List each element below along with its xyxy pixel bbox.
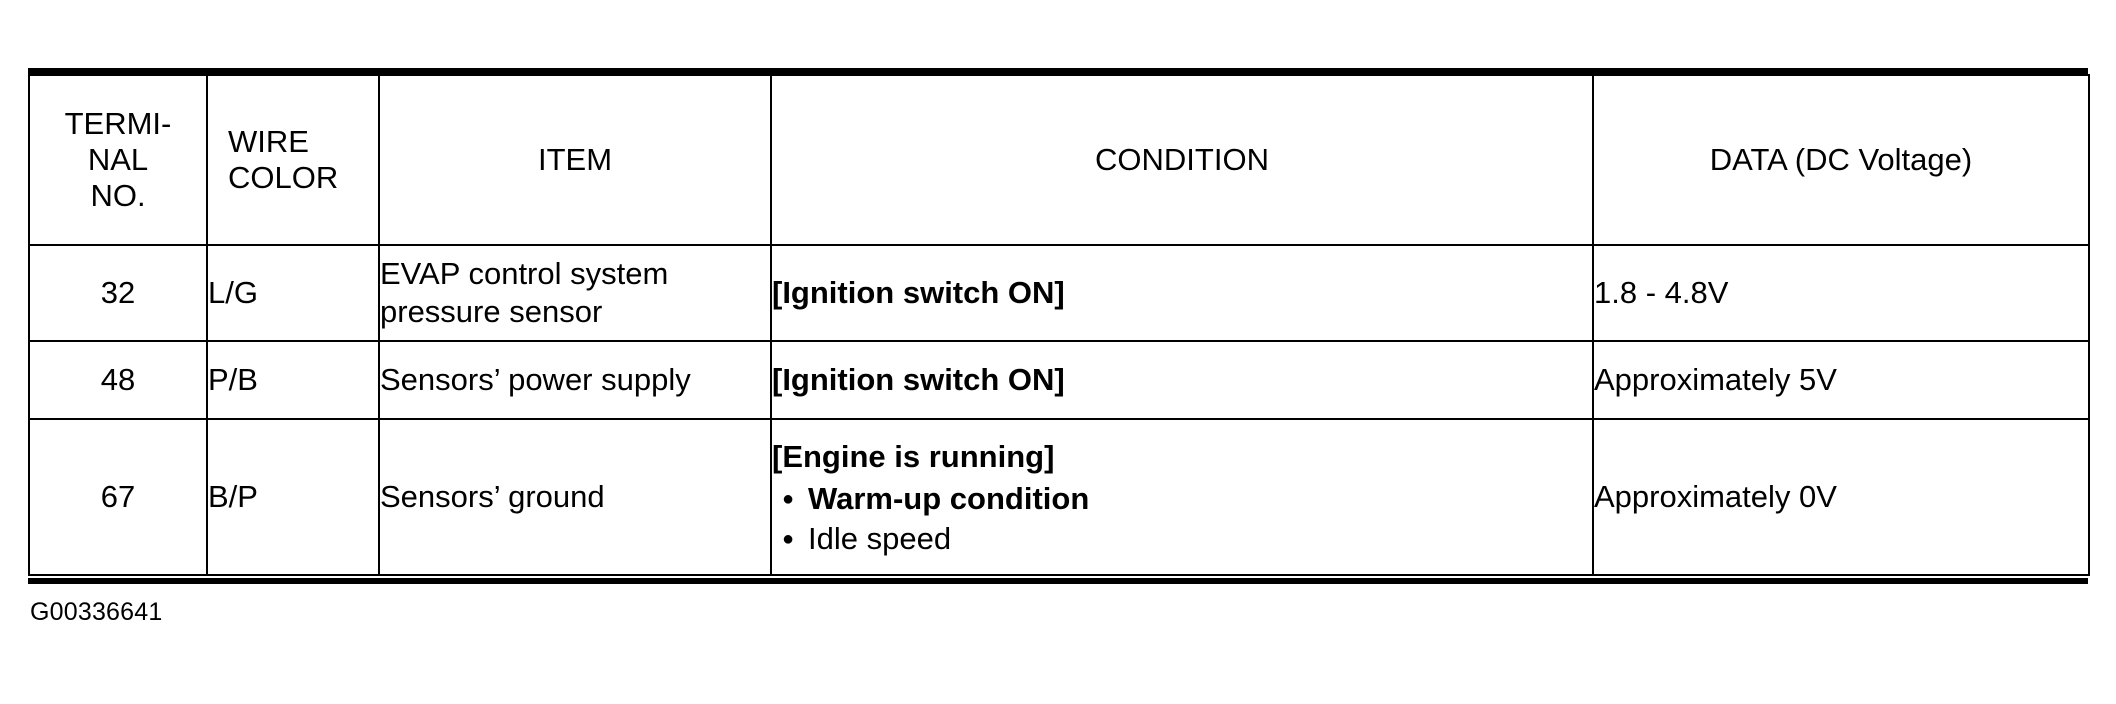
cell-wire-color: B/P	[207, 419, 379, 575]
header-item: ITEM	[379, 75, 771, 245]
cell-item-line1: EVAP control system	[380, 256, 669, 291]
header-wire-color	[207, 75, 379, 245]
terminal-spec-table	[28, 74, 2090, 576]
header-terminal-line1: TERMI-	[64, 106, 172, 141]
table-body	[29, 245, 2089, 575]
table-header-row	[29, 75, 2089, 245]
cell-condition	[771, 419, 1593, 575]
figure-id-label: G00336641	[30, 598, 163, 626]
table-bottom-rule	[28, 578, 2088, 584]
cell-item	[379, 419, 771, 575]
condition-bullet-item	[772, 517, 1592, 557]
table-row	[29, 245, 2089, 341]
header-data: DATA (DC Voltage)	[1593, 75, 2089, 245]
condition-text: [Ignition switch ON]	[772, 362, 1065, 397]
cell-terminal-no: 32	[29, 245, 207, 341]
cell-data: 1.8 - 4.8V	[1593, 245, 2089, 341]
cell-data: Approximately 5V	[1593, 341, 2089, 419]
header-terminal-no	[29, 75, 207, 245]
cell-item	[379, 341, 771, 419]
condition-block	[772, 437, 1592, 557]
cell-item-line2: pressure sensor	[380, 294, 603, 329]
header-terminal-line2: NAL	[87, 142, 149, 177]
cell-wire-color: L/G	[207, 245, 379, 341]
header-wire-line2: COLOR	[228, 160, 339, 195]
condition-bullet-item	[772, 477, 1592, 517]
cell-terminal-no: 67	[29, 419, 207, 575]
cell-condition	[771, 341, 1593, 419]
bullet-icon: ●	[782, 527, 795, 550]
condition-heading: [Engine is running]	[772, 439, 1055, 474]
cell-item-line1: Sensors’ power supply	[380, 362, 691, 397]
table-header-row-group	[29, 75, 2089, 245]
condition-text: [Ignition switch ON]	[772, 275, 1065, 310]
cell-item-line1: Sensors’ ground	[380, 479, 605, 514]
table-row	[29, 419, 2089, 575]
cell-item	[379, 245, 771, 341]
table-row	[29, 341, 2089, 419]
cell-data: Approximately 0V	[1593, 419, 2089, 575]
cell-terminal-no: 48	[29, 341, 207, 419]
condition-bullet-text: Warm-up condition	[808, 480, 1090, 516]
cell-wire-color: P/B	[207, 341, 379, 419]
condition-bullet-text: Idle speed	[808, 520, 952, 556]
cell-condition	[771, 245, 1593, 341]
header-wire-line1: WIRE	[228, 124, 309, 159]
bullet-icon: ●	[782, 487, 795, 510]
header-terminal-line3: NO.	[90, 178, 146, 213]
header-condition: CONDITION	[771, 75, 1593, 245]
